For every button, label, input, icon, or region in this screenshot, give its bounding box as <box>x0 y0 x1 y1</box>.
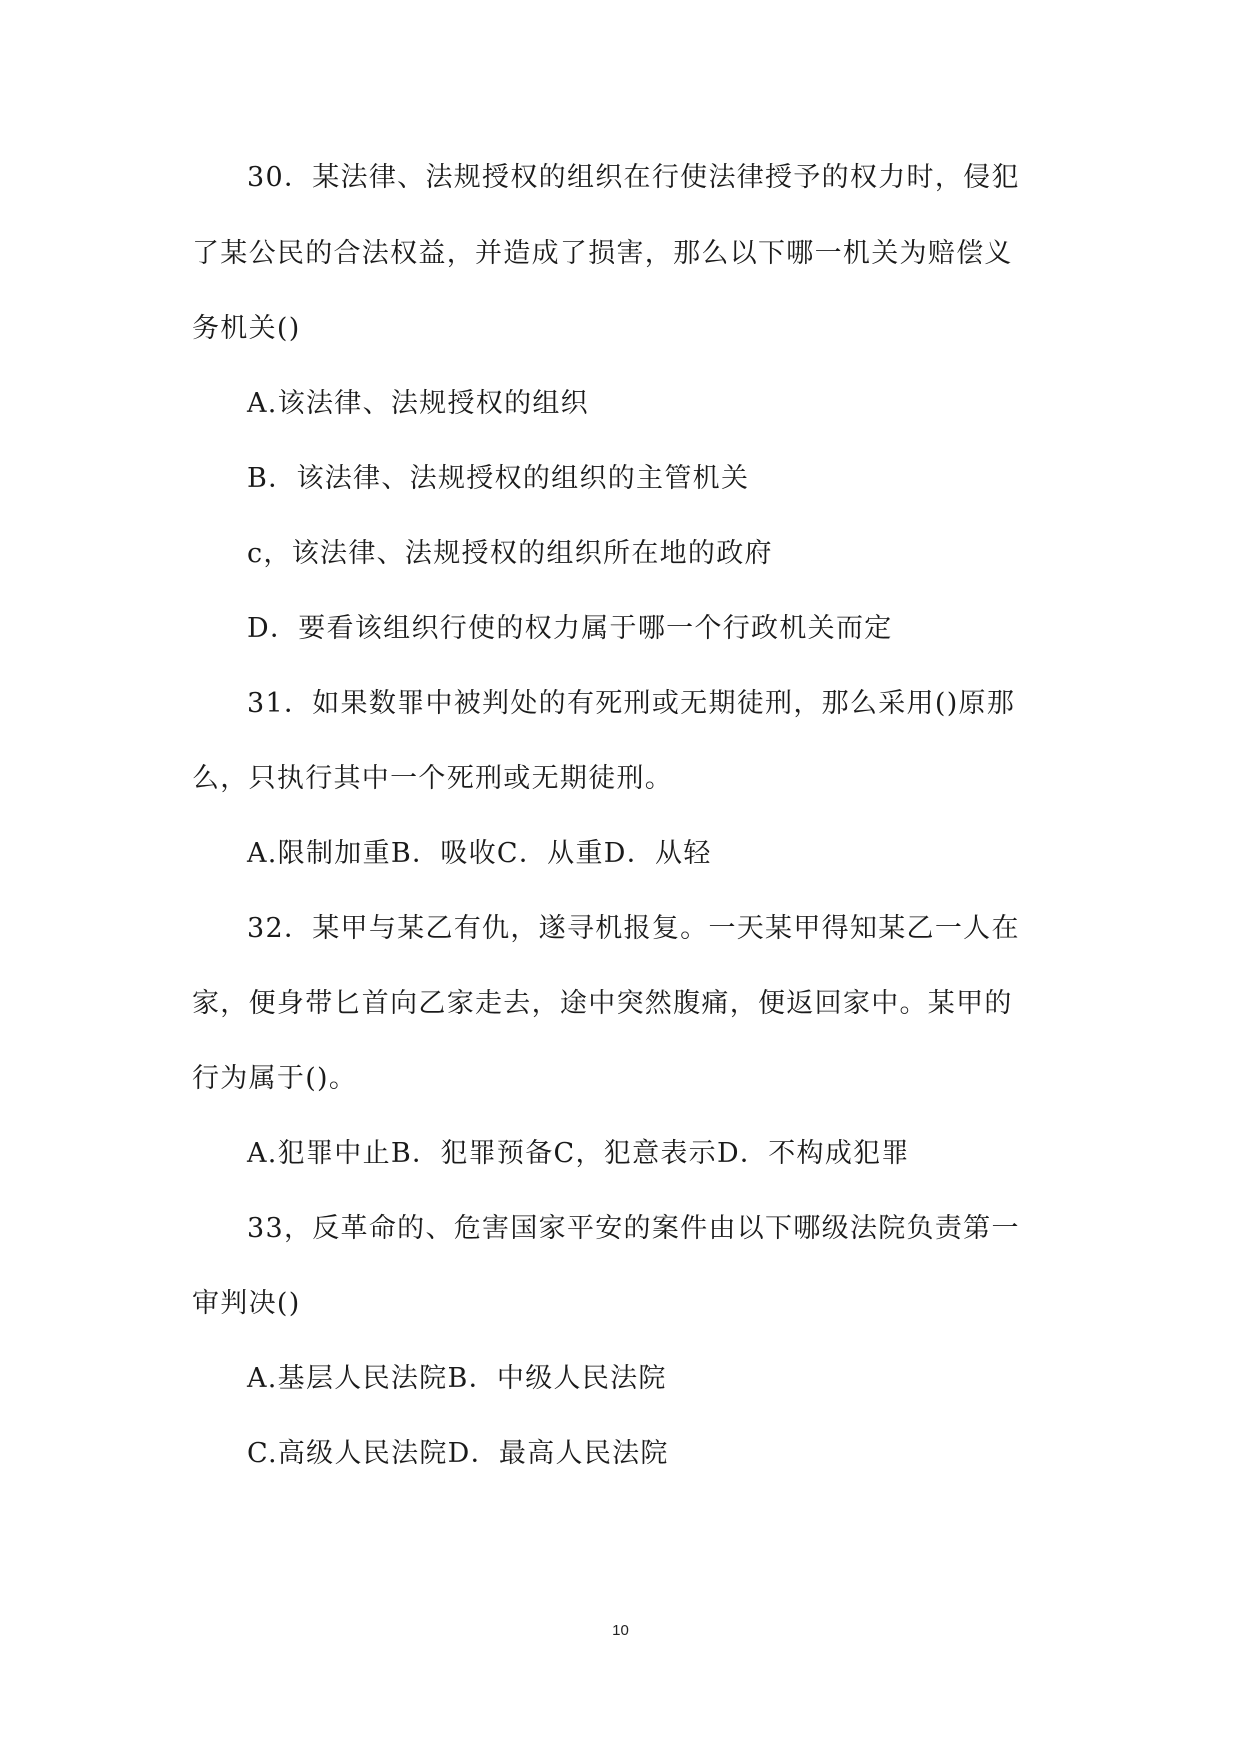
page-number: 10 <box>612 1622 629 1639</box>
q30-line-1: 30．某法律、法规授权的组织在行使法律授予的权力时，侵犯 <box>247 162 1020 193</box>
q33-option-ab: A.基层人民法院B．中级人民法院 <box>247 1363 667 1394</box>
q30-line-2: 了某公民的合法权益，并造成了损害，那么以下哪一机关为赔偿义 <box>192 238 1013 269</box>
q32-line-1: 32．某甲与某乙有仇，遂寻机报复。一天某甲得知某乙一人在 <box>247 913 1020 944</box>
q33-option-cd: C.高级人民法院D．最高人民法院 <box>247 1438 669 1469</box>
q32-options: A.犯罪中止B．犯罪预备C，犯意表示D．不构成犯罪 <box>247 1138 910 1169</box>
q30-option-a: A.该法律、法规授权的组织 <box>247 388 589 419</box>
q33-line-2: 审判决() <box>192 1288 301 1319</box>
q30-option-b: B．该法律、法规授权的组织的主管机关 <box>247 463 750 494</box>
q32-line-3: 行为属于()。 <box>192 1063 358 1094</box>
q33-line-1: 33，反革命的、危害国家平安的案件由以下哪级法院负责第一 <box>247 1213 1020 1244</box>
q30-option-d: D．要看该组织行使的权力属于哪一个行政机关而定 <box>247 613 893 644</box>
q31-line-1: 31．如果数罪中被判处的有死刑或无期徒刑，那么采用()原那 <box>247 688 1016 719</box>
q31-options: A.限制加重B．吸收C．从重D．从轻 <box>247 838 712 869</box>
q32-line-2: 家，便身带匕首向乙家走去，途中突然腹痛，便返回家中。某甲的 <box>192 988 1013 1019</box>
q30-option-c: c，该法律、法规授权的组织所在地的政府 <box>247 538 773 569</box>
q30-line-3: 务机关() <box>192 313 301 344</box>
q31-line-2: 么，只执行其中一个死刑或无期徒刑。 <box>192 763 674 794</box>
